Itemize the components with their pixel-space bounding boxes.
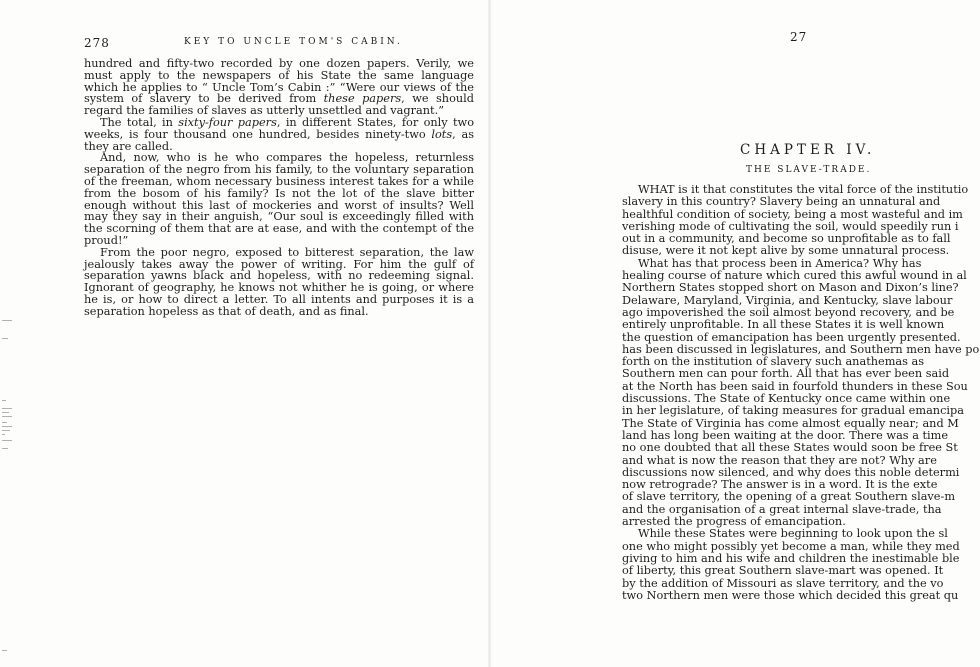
text-line: healthful condition of society, being a most wasteful and im — [622, 207, 963, 221]
chapter-title: CHAPTER IV. — [740, 142, 876, 158]
text-line: one who might possibly yet become a man, while they med — [622, 539, 960, 553]
text-line: discussions. The State of Kentucky once came within one — [622, 392, 951, 406]
text-line: and the organisation of a great internal slave-trade, tha — [622, 502, 942, 516]
text-line: What has that process been in America? Why has — [638, 256, 922, 270]
text-run: From the poor negro, exposed to bitterest separation, the law jealously takes away the power of writing. For him the gulf of separation yawns black and hopeless, with no redeeming signal. Ignorant of geography, he knows not whither he is going, or where he is, or how to direct a letter. To all intents and purposes it is a separation hopeless as that of death, and as final. — [84, 245, 474, 318]
text-line: arrested the progress of emancipation. — [622, 515, 846, 529]
italic-text: these papers — [323, 92, 402, 106]
text-line: forth on the institution of slavery such anathemas as — [622, 355, 925, 369]
text-line: and what is now the reason that they are not? Why are — [622, 453, 937, 467]
text-line: land has long been waiting at the door. There was a time — [622, 428, 949, 442]
text-line: WHAT is it that constitutes the vital force of the institutio — [638, 183, 969, 196]
text-line: two Northern men were those which decided this great qu — [622, 588, 959, 602]
text-run: , as they are called. — [84, 127, 474, 153]
text-line: slavery in this country? Slavery being an unnatural and — [622, 195, 941, 209]
text-line: discussions now silenced, and why does this noble determi — [622, 465, 960, 479]
text-line: the question of emancipation has been urgently presented. — [622, 330, 961, 344]
text-line: out in a community, and become so unprofitable as to fall — [622, 232, 951, 246]
text-line: giving to him and his wife and children the inestimable ble — [622, 551, 960, 565]
page-edge-marks — [2, 280, 14, 660]
paragraph — [84, 247, 474, 318]
text-run: hundred and fifty-two recorded by one dozen papers. Verily, we must apply to the newspapers of his State the same language which he applies to “ Uncle Tom’s Cabin :” “Were our views of the system of slavery to be derived from — [84, 57, 474, 106]
right-text-column — [622, 184, 980, 602]
paragraph — [84, 117, 474, 152]
paragraph — [84, 152, 474, 246]
text-line: ago impoverished the soil almost beyond recovery, and be — [622, 305, 955, 319]
text-line: now retrograde? The answer is in a word. It is the exte — [622, 478, 938, 492]
italic-text: lots — [431, 127, 453, 141]
text-run: , in different States, for only two weeks, is four thousand one hundred, besides ninety-two — [84, 115, 474, 141]
text-line: has been discussed in legislatures, and Southern men have po — [622, 342, 980, 356]
text-run: , we should regard the families of slaves as utterly unsettled and vagrant.” — [84, 92, 474, 118]
text-line: at the North has been said in fourfold thunders in these Sou — [622, 379, 968, 393]
text-line: no one doubted that all these States would soon be free St — [622, 441, 958, 455]
text-line: of liberty, this great Southern slave-mart was opened. It — [622, 564, 944, 578]
left-running-head — [84, 36, 470, 50]
text-line: in her legislature, of taking measures for gradual emancipa — [622, 404, 964, 418]
text-line: by the addition of Missouri as slave territory, and the vo — [622, 576, 944, 590]
left-text-column — [84, 58, 474, 318]
text-line: While these States were beginning to look upon the sl — [638, 527, 948, 541]
chapter-subtitle: THE SLAVE-TRADE. — [746, 165, 872, 175]
right-page-number: 27 — [790, 30, 808, 44]
running-title: KEY TO UNCLE TOM'S CABIN. — [184, 37, 403, 47]
text-line: Delaware, Maryland, Virginia, and Kentucky, slave labour — [622, 293, 953, 307]
text-line: Northern States stopped short on Mason and Dixon’s line? — [622, 281, 959, 295]
paragraph — [84, 58, 474, 117]
text-line: disuse, were it not kept alive by some unnatural process. — [622, 244, 950, 258]
text-line: healing course of nature which cured this awful wound in al — [622, 269, 967, 283]
text-line: of slave territory, the opening of a great Southern slave-m — [622, 490, 956, 504]
text-line: verishing mode of cultivating the soil, would speedily run i — [622, 219, 959, 233]
text-line: Southern men can pour forth. All that has ever been said — [622, 367, 950, 381]
left-page-number: 278 — [84, 36, 110, 50]
text-run: And, now, who is he who compares the hopeless, returnless separation of the negro from his family, to the voluntary separation of the freeman, whom necessary business interest takes for a while from the bosom of his family? Is not the lot of the slave bitter enough without this last of mockeries and worst of insults? Well may they say in their anguish, “Our soul is exceedingly filled with the scorning of them that are at ease, and with the contempt of the proud!” — [84, 151, 474, 247]
text-line: The State of Virginia has come almost equally near; and M — [622, 416, 959, 430]
text-run: The total, in — [100, 115, 179, 129]
text-line: entirely unprofitable. In all these States it is well known — [622, 318, 945, 332]
italic-text: sixty-four papers — [178, 115, 277, 129]
right-page — [490, 0, 980, 667]
